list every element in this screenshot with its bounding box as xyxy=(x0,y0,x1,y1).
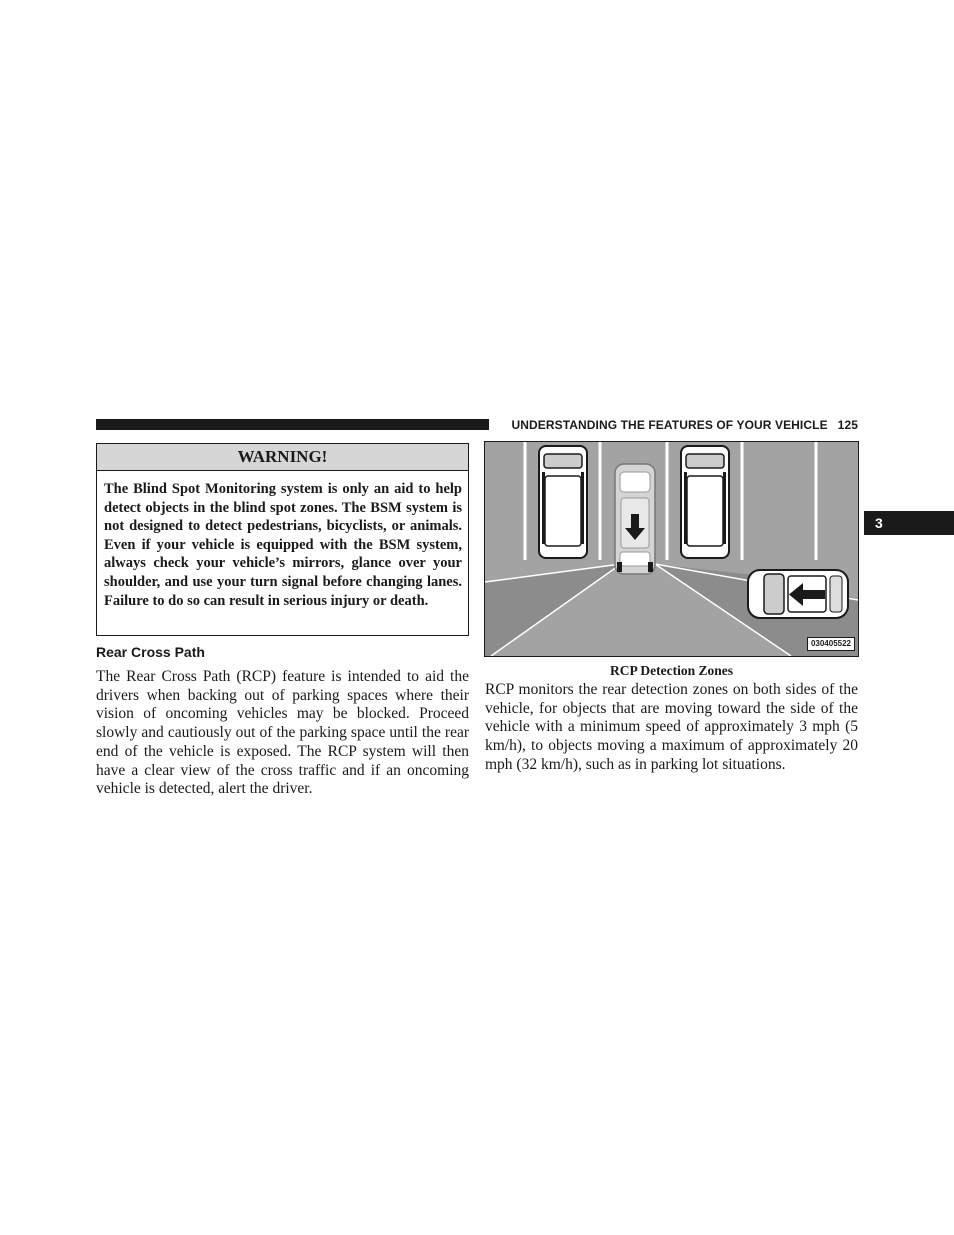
running-header xyxy=(498,417,858,433)
section-body: The Rear Cross Path (RCP) feature is intended to aid the drivers when backing out of parking spaces where their vision of oncoming vehicles may be blocked. Proceed slowly and cautiously out of the parking space until the rear end of the vehicle is exposed. The RCP system will then have a clear view of the cross traffic and if an oncoming vehicle is detected, alert the driver. xyxy=(96,668,469,798)
warning-body: The Blind Spot Monitoring system is only an aid to help detect objects in the blind spot zones. The BSM system is not designed to detect pedestrians, bicyclists, or animals. Even if your vehicle is equipped with the BSM system, always check your vehicle’s mirrors, glance over your shoulder, and use your turn signal before changing lanes. Failure to do so can result in serious injury or death. xyxy=(104,481,462,609)
parked-suv-left xyxy=(539,446,587,558)
section-heading: Rear Cross Path xyxy=(96,644,205,660)
header-title: UNDERSTANDING THE FEATURES OF YOUR VEHICLE xyxy=(511,418,828,432)
figure-caption: RCP Detection Zones xyxy=(610,663,733,678)
chapter-tab: 3 xyxy=(864,511,954,535)
warning-box xyxy=(96,443,469,636)
warning-heading: WARNING! xyxy=(97,444,468,471)
header-rule xyxy=(96,419,489,430)
parking-lot-illustration xyxy=(485,442,858,656)
rcp-detection-zones-figure xyxy=(484,441,859,657)
figure-id: 030405522 xyxy=(807,637,855,651)
parked-suv-right xyxy=(681,446,729,558)
page-number: 125 xyxy=(837,418,858,432)
rcp-body: RCP monitors the rear detection zones on both sides of the vehicle, for objects that are moving toward the side of the vehicle with a minimum speed of approximately 3 mph (5 km/h), to objects moving a maximum of approximately 20 mph (32 km/h), such as in parking lot situations. xyxy=(485,681,858,773)
